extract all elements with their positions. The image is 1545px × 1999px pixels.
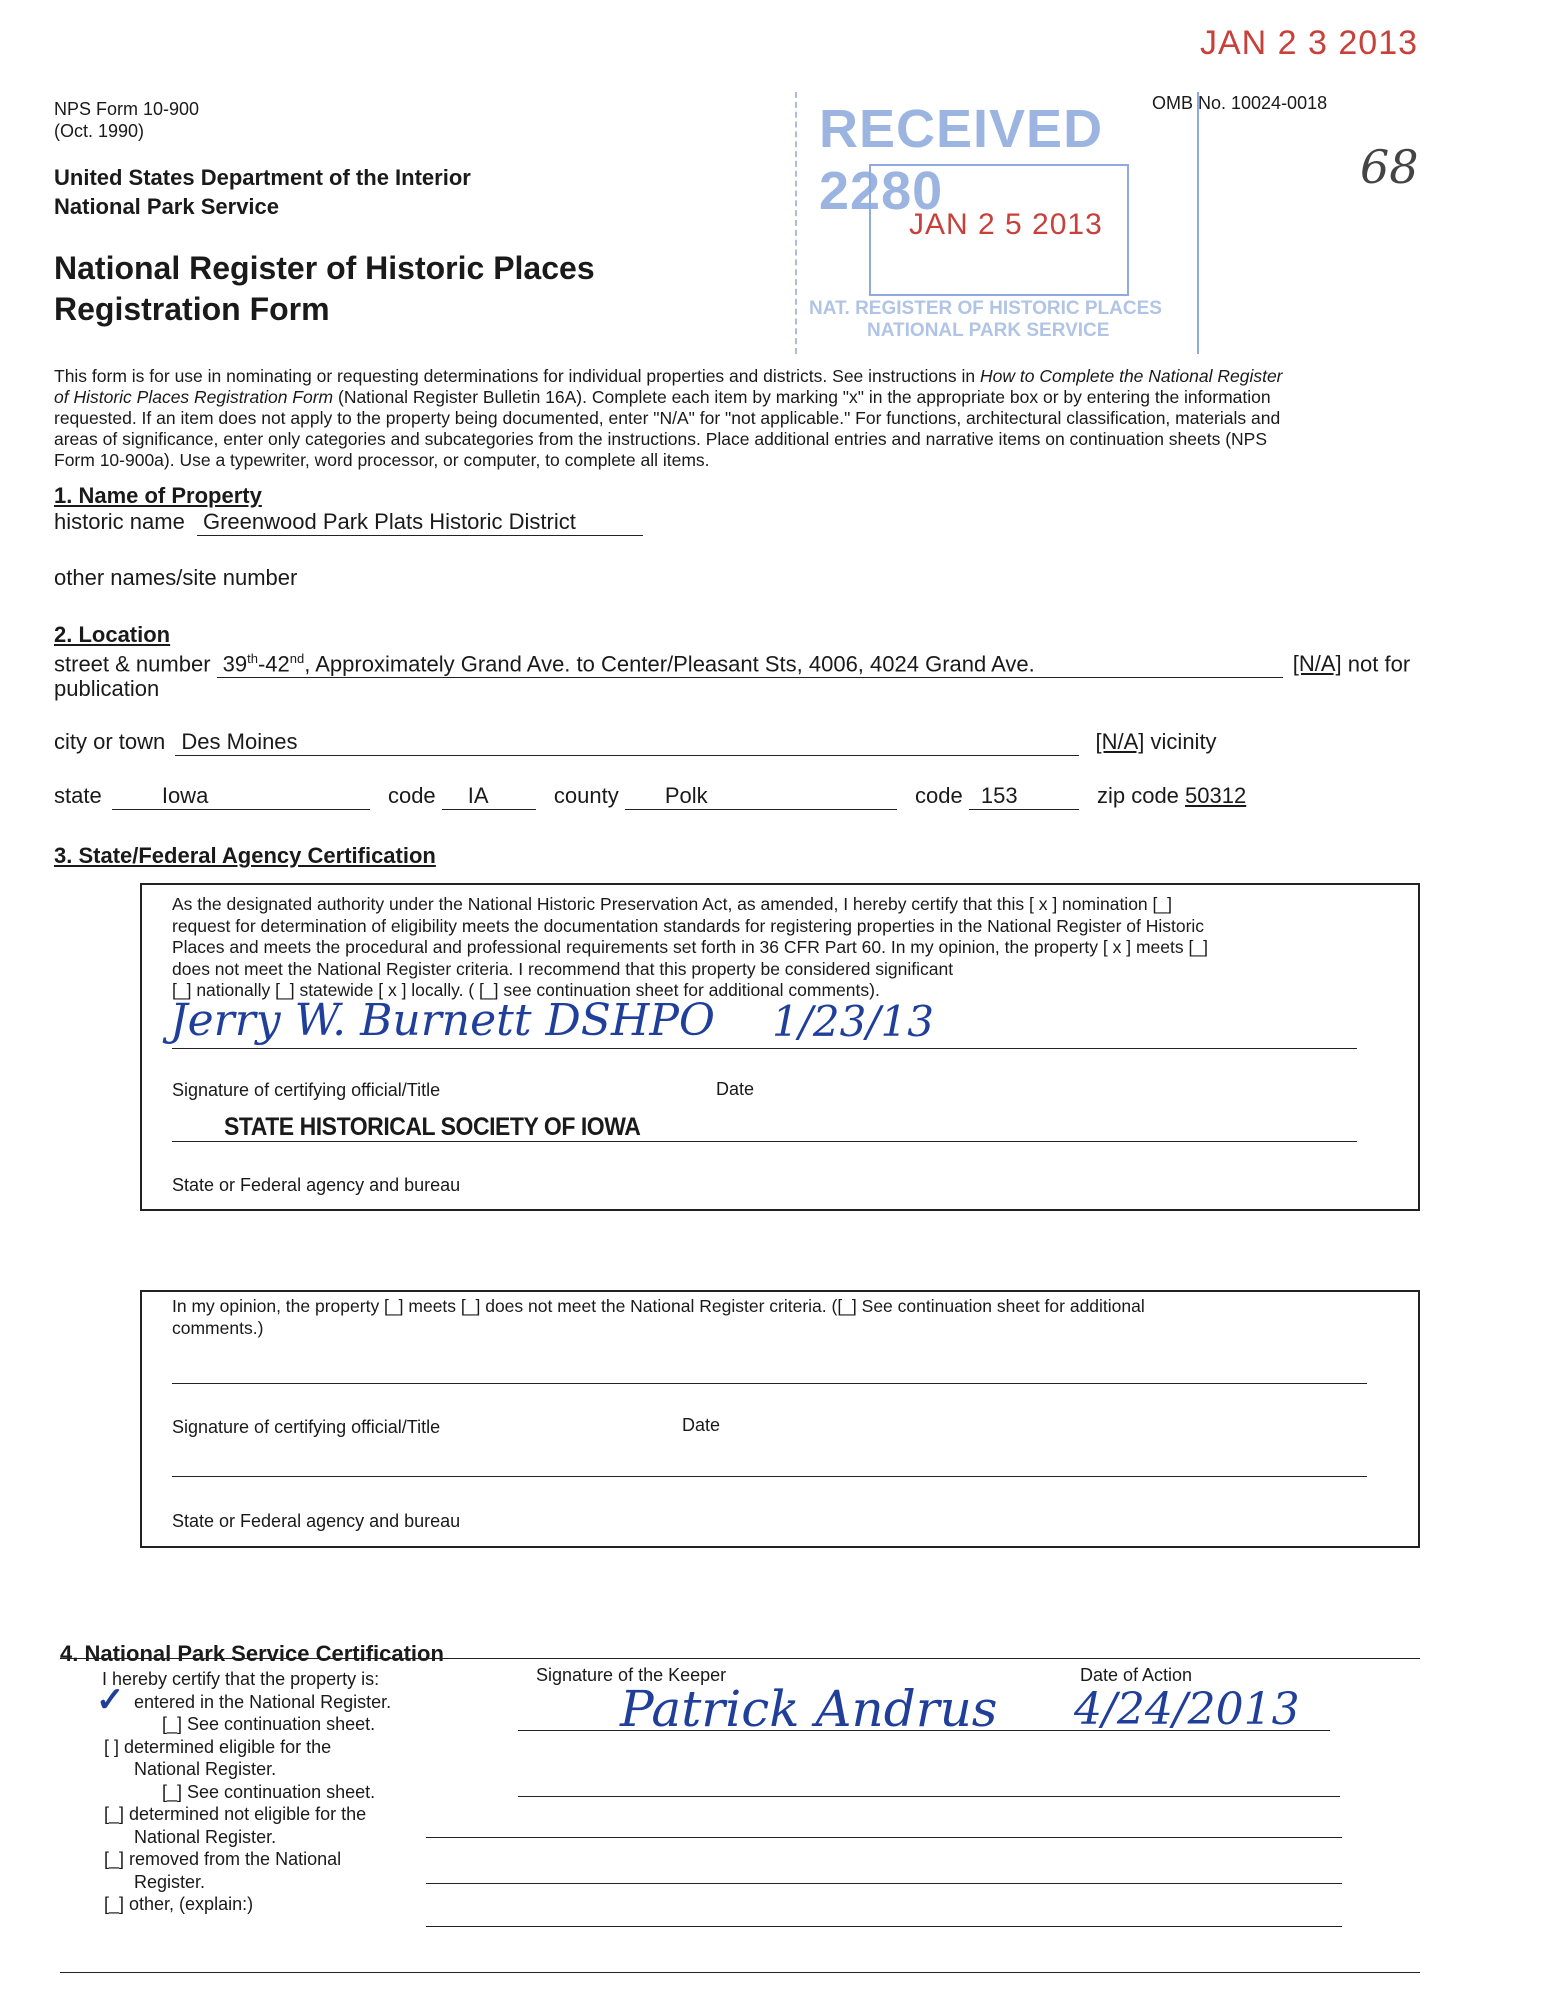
- section4-heading-line: [60, 1658, 1420, 1659]
- certifying-date: 1/23/13: [772, 997, 934, 1046]
- agency-line: [172, 1141, 1357, 1142]
- opinion-signature-line: [172, 1383, 1367, 1384]
- opinion-line1: In my opinion, the property [_] meets [_] does not meet the National Register criteria. ([_] See continuation sheet for additional: [172, 1296, 1145, 1316]
- received-date-stamp-top: JAN 2 3 2013: [1200, 24, 1419, 62]
- nps-line-3: [426, 1837, 1342, 1838]
- signature-line: [172, 1048, 1357, 1049]
- instructions-line1: This form is for use in nominating or requesting determinations for individual properties and districts. See instructions in How to Complete the National Register: [54, 366, 1283, 386]
- option-eligible-see[interactable]: [_] See continuation sheet.: [162, 1781, 376, 1802]
- department-name: United States Department of the Interior: [54, 165, 471, 190]
- page-title-line1: National Register of Historic Places: [54, 250, 595, 286]
- opinion-text: [172, 1296, 1145, 1339]
- nps-bottom-line: [60, 1972, 1420, 1973]
- agency-stamp: STATE HISTORICAL SOCIETY OF IOWA: [224, 1113, 641, 1141]
- section1-heading: 1. Name of Property: [54, 483, 262, 508]
- option-removed[interactable]: [_] removed from the National: [104, 1849, 342, 1869]
- certification-line4: does not meet the National Register criteria. I recommend that this property be considered significant: [172, 958, 954, 979]
- city-value[interactable]: Des Moines: [175, 728, 1079, 756]
- keeper-label: Signature of the Keeper: [536, 1665, 727, 1685]
- entered-check-icon: ✓: [96, 1681, 125, 1719]
- option-other[interactable]: [_] other, (explain:): [104, 1894, 254, 1914]
- certification-line5: [_] nationally [_] statewide [ x ] locally. ( [_] see continuation sheet for additional comments).: [172, 980, 880, 1000]
- received-stamp-line2: NATIONAL PARK SERVICE: [867, 320, 1110, 341]
- option-removed-cont: Register.: [134, 1871, 206, 1892]
- form-date: (Oct. 1990): [54, 121, 145, 141]
- opinion-signature-label: Signature of certifying official/Title: [172, 1417, 441, 1437]
- instructions: [54, 366, 1514, 471]
- state-code-label: code: [387, 783, 436, 808]
- option-entered[interactable]: entered in the National Register.: [134, 1691, 392, 1712]
- option-not-eligible-cont: National Register.: [134, 1826, 277, 1847]
- city-row: [54, 728, 1217, 756]
- service-name: National Park Service: [54, 194, 280, 219]
- section3-heading: 3. State/Federal Agency Certification: [54, 843, 436, 868]
- nps-line-4: [426, 1883, 1342, 1884]
- form-number: NPS Form 10-900: [54, 99, 200, 119]
- agency-label: State or Federal agency and bureau: [172, 1175, 461, 1195]
- city-label: city or town: [54, 729, 166, 754]
- zip-label: zip code: [1096, 783, 1179, 808]
- state-value[interactable]: Iowa: [112, 782, 370, 810]
- state-row: [54, 782, 1246, 810]
- nps-line-5: [426, 1926, 1342, 1927]
- vicinity-label: vicinity: [1150, 729, 1217, 754]
- county-label: county: [553, 783, 619, 808]
- page-title-line2: Registration Form: [54, 291, 330, 327]
- received-stamp-title: RECEIVED 2280: [819, 99, 1104, 221]
- historic-name-label: historic name: [54, 509, 185, 534]
- publication-label: publication: [54, 676, 160, 701]
- option-not-eligible[interactable]: [_] determined not eligible for the: [104, 1804, 367, 1824]
- date-of-action-label: Date of Action: [1080, 1665, 1193, 1685]
- certification-line1: As the designated authority under the National Historic Preservation Act, as amended, I hereby certify that this [ x ] nomination [_]: [172, 894, 1172, 914]
- street-value[interactable]: 39th-42nd, Approximately Grand Ave. to Center/Pleasant Sts, 4006, 4024 Grand Ave.: [217, 645, 1283, 678]
- handwritten-page-number: 68: [1360, 140, 1419, 194]
- omb-number: OMB No. 10024-0018: [1152, 93, 1328, 113]
- county-code-label: code: [915, 783, 963, 808]
- nps-cert-intro: I hereby certify that the property is:: [102, 1669, 380, 1689]
- signature-date-label: Date: [716, 1079, 755, 1099]
- section4-heading: 4. National Park Service Certification: [60, 1641, 444, 1666]
- state-label: state: [54, 783, 102, 808]
- historic-name-value[interactable]: Greenwood Park Plats Historic District: [197, 508, 643, 536]
- certification-line3: Places and meets the procedural and professional requirements set forth in 36 CFR Part 60. In my opinion, the property [ x ] meets [_]: [172, 937, 1208, 957]
- certifying-signature: Jerry W. Burnett DSHPO: [170, 995, 715, 1046]
- opinion-line2: comments.): [172, 1317, 264, 1338]
- state-certification-box: [140, 883, 1420, 1211]
- street-row: [54, 645, 1410, 678]
- street-label: street & number: [54, 651, 211, 677]
- section2-heading: 2. Location: [54, 622, 171, 647]
- option-eligible-cont: National Register.: [134, 1759, 277, 1779]
- received-stamp-inner-box: [869, 164, 1129, 296]
- keeper-signature: Patrick Andrus: [620, 1680, 998, 1738]
- not-for-publication-checkbox[interactable]: [N/A]: [1292, 651, 1342, 677]
- state-code-value[interactable]: IA: [442, 782, 536, 810]
- historic-name-row: [54, 508, 643, 536]
- instructions-line2: of Historic Places Registration Form (National Register Bulletin 16A). Complete each item by marking "x" in the appropriate box or by entering the information: [54, 387, 1271, 407]
- opinion-agency-label: State or Federal agency and bureau: [172, 1511, 461, 1531]
- received-stamp: [795, 92, 1199, 354]
- other-names-label: other names/site number: [54, 565, 298, 590]
- not-for-publication-label: not for: [1347, 651, 1411, 677]
- date-of-action-value: 4/24/2013: [1074, 1684, 1300, 1735]
- county-value[interactable]: Polk: [625, 782, 897, 810]
- option-eligible[interactable]: [ ] determined eligible for the: [104, 1736, 332, 1757]
- instructions-line5: Form 10-900a). Use a typewriter, word processor, or computer, to complete all items.: [54, 450, 710, 470]
- opinion-agency-line: [172, 1476, 1367, 1477]
- vicinity-checkbox[interactable]: [N/A]: [1095, 729, 1145, 754]
- opinion-box: [140, 1290, 1420, 1548]
- certification-line2: request for determination of eligibility meets the documentation standards for registering properties in the National Register of Historic: [172, 915, 1205, 936]
- county-code-value[interactable]: 153: [969, 782, 1079, 810]
- instructions-line4: areas of significance, enter only categories and subcategories from the instructions. Place additional entries and narrative items on continuation sheets (NPS: [54, 429, 1268, 449]
- nps-cert-options: [92, 1668, 391, 1916]
- signature-label: Signature of certifying official/Title: [172, 1080, 441, 1100]
- received-stamp-date: JAN 2 5 2013: [909, 208, 1103, 241]
- option-entered-see[interactable]: [_] See continuation sheet.: [162, 1714, 376, 1734]
- opinion-date-label: Date: [682, 1415, 721, 1435]
- instructions-line3: requested. If an item does not apply to the property being documented, enter "N/A" for "not applicable." For functions, architectural classification, materials and: [54, 408, 1281, 428]
- received-stamp-line1: NAT. REGISTER OF HISTORIC PLACES: [809, 298, 1162, 319]
- nps-line-1: [518, 1730, 1330, 1731]
- certification-text: [172, 894, 1208, 1002]
- zip-value[interactable]: 50312: [1185, 783, 1247, 808]
- nps-line-2: [518, 1796, 1340, 1797]
